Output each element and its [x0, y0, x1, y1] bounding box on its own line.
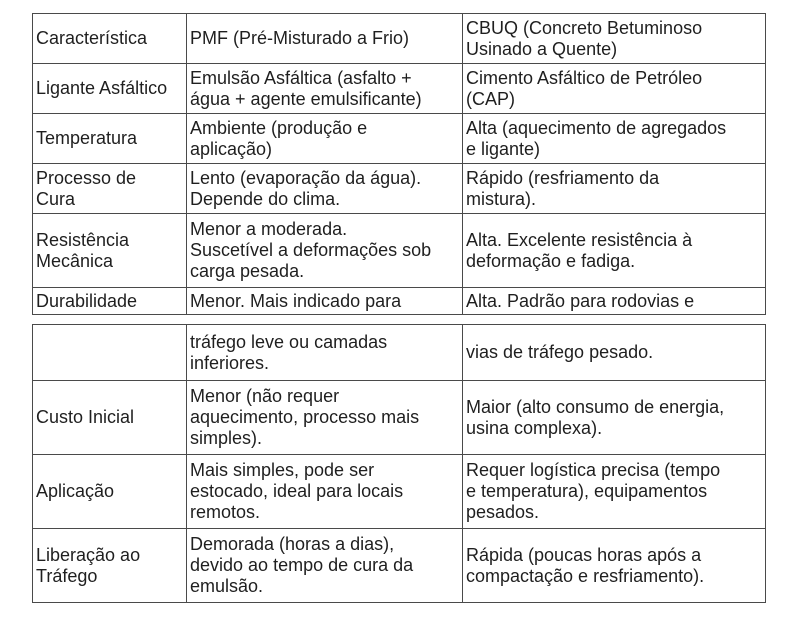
cbuq-cell: Rápido (resfriamento da mistura). [463, 164, 766, 214]
row-header-cell [33, 325, 187, 381]
row-header-cell: Característica [33, 14, 187, 64]
cbuq-cell: Requer logística precisa (tempo e temperatura), equipamentos pesados. [463, 455, 766, 529]
row-header-cell: Ligante Asfáltico [33, 64, 187, 114]
cbuq-cell: vias de tráfego pesado. [463, 325, 766, 381]
table-row [33, 288, 766, 315]
cbuq-cell: Alta (aquecimento de agregados e ligante) [463, 114, 766, 164]
cbuq-cell: CBUQ (Concreto Betuminoso Usinado a Quente) [463, 14, 766, 64]
cbuq-cell: Maior (alto consumo de energia, usina complexa). [463, 381, 766, 455]
cbuq-cell: Cimento Asfáltico de Petróleo (CAP) [463, 64, 766, 114]
table-row [33, 455, 766, 529]
table-row [33, 529, 766, 603]
pmf-cell: Demorada (horas a dias), devido ao tempo de cura da emulsão. [187, 529, 463, 603]
pmf-cell: Menor a moderada. Suscetível a deformações sob carga pesada. [187, 214, 463, 288]
row-header-cell: Aplicação [33, 455, 187, 529]
pmf-cell: Menor. Mais indicado para [187, 288, 463, 315]
cbuq-cell: Alta. Padrão para rodovias e [463, 288, 766, 315]
row-header-cell: Processo de Cura [33, 164, 187, 214]
pmf-cell: Ambiente (produção e aplicação) [187, 114, 463, 164]
table-row [33, 64, 766, 114]
row-header-cell: Durabilidade [33, 288, 187, 315]
row-header-cell: Resistência Mecânica [33, 214, 187, 288]
pmf-cell: Emulsão Asfáltica (asfalto + água + agente emulsificante) [187, 64, 463, 114]
pmf-cell: Mais simples, pode ser estocado, ideal para locais remotos. [187, 455, 463, 529]
table-row [33, 325, 766, 381]
table-row [33, 14, 766, 64]
cbuq-cell: Alta. Excelente resistência à deformação e fadiga. [463, 214, 766, 288]
comparison-table-part-2 [32, 324, 766, 603]
table-row [33, 214, 766, 288]
table-row [33, 164, 766, 214]
row-header-cell: Liberação ao Tráfego [33, 529, 187, 603]
pmf-cell: Lento (evaporação da água). Depende do clima. [187, 164, 463, 214]
pmf-cell: tráfego leve ou camadas inferiores. [187, 325, 463, 381]
cbuq-cell: Rápida (poucas horas após a compactação e resfriamento). [463, 529, 766, 603]
pmf-cell: PMF (Pré-Misturado a Frio) [187, 14, 463, 64]
table-row [33, 381, 766, 455]
row-header-cell: Custo Inicial [33, 381, 187, 455]
comparison-table-part-1 [32, 13, 766, 315]
table-row [33, 114, 766, 164]
row-header-cell: Temperatura [33, 114, 187, 164]
pmf-cell: Menor (não requer aquecimento, processo mais simples). [187, 381, 463, 455]
